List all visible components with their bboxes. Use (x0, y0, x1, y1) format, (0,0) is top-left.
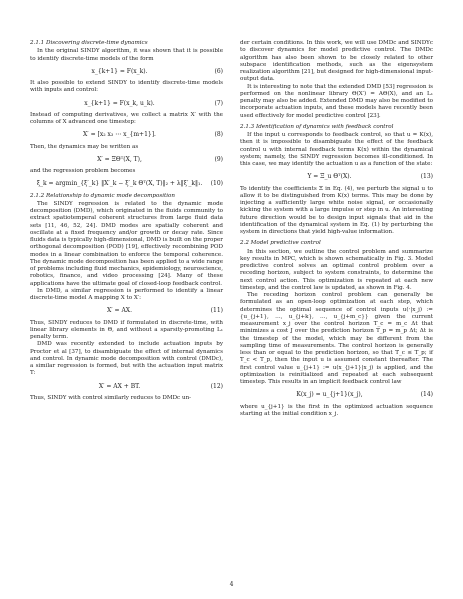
equation (30, 307, 223, 314)
equation-body: ξ_k = argmin_{ξ′_k} ‖X′_k − ξ′_k Θᵀ(X, T)‖₂ + λ‖ξ′_k‖₁. (36, 180, 203, 188)
equation-body: x_{k+1} = F(x_k). (91, 67, 148, 75)
equation-number: (14) (420, 391, 433, 399)
paragraph: Then, the dynamics may be written as (30, 143, 139, 150)
paragraph: If the input u corresponds to feedback control, so that u = K(x), then it is impossible to disambiguate the effect of the feedback control u with internal feedback terms K(x) within the dynamical system; namely, the SINDY regression becomes ill-conditioned. In this case, we may identify the actuation u as a function of the state: (240, 132, 433, 167)
subsection-heading: 2.1.1 Discovering discrete-time dynamics (30, 40, 148, 46)
equation-number: (10) (210, 180, 223, 188)
subsection-heading: 2.1.2 Relationship to dynamic mode decomposition (30, 192, 176, 199)
equation (30, 100, 223, 107)
equation-number: (6) (214, 67, 223, 75)
paragraph: Instead of computing derivatives, we collect a matrix X′ with the columns of X advanced one timestep: (30, 111, 223, 125)
paragraph: The SINDY regression is related to the dynamic mode decomposition (DMD), which originated in the fluids community to extract spatiotemperal coherent structures from large fluid data sets [11, 46, 52, 24]. DMD modes are spatially coherent and oscillate at a fixed frequency and/or growth or decay rate. Since fluids data is typically high-dimensional, DMD is built on the proper orthogonal decomposition (POD) [19], effectively recombining POD modes in a linear combination to enforce the temporal coherence. The dynamic mode decomposition has been applied to a wide range of problems including fluid mechanics, epidemiology, neuroscience, robotics, finance, and video processing [24]. Many of these applications have the ultimate goal of closed-loop feedback control. (30, 200, 223, 287)
equation-body: K(x_j) = u_{j+1}(x_j), (296, 391, 363, 399)
paragraph: Thus, SINDY with control similarly reduces to DMDc un- (30, 394, 192, 401)
equation (30, 180, 223, 187)
paragraph: where u_{j+1} is the first in the optimized actuation sequence starting at the initial condition x_j. (240, 403, 433, 417)
equation (240, 173, 433, 180)
equation (240, 391, 433, 398)
left-column (30, 40, 223, 402)
equation-body: X′ = ΞΘᵀ(X, T), (97, 155, 142, 163)
equation (30, 383, 223, 390)
paragraph: der certain conditions. In this work, we will use DMDc and SINDYc to discover dynamics for model predictive control. The DMDc algorithm has also been shown to be closely related to other subspace identification methods, such as the eigensystem realization algorithm [21], but designed for high-dimensional input-output data. (240, 40, 433, 83)
subsection-heading: 2.1.3 Identification of dynamics with feedback control (240, 123, 394, 130)
equation-number: (13) (420, 173, 433, 181)
paragraph: DMD was recently extended to include actuation inputs by Proctor et al [37], to disambiguate the effect of internal dynamics and control. In dynamic mode decomposition with control (DMDc), a similar regression is formed, but with the actuation input matrix T: (30, 341, 223, 377)
subsection-heading: 2.2 Model predictive control (240, 240, 321, 247)
equation-body: Υ = Ξ_u Θᵀ(X). (307, 173, 352, 181)
equation (30, 156, 223, 163)
paragraph: It is interesting to note that the extended DMD [53] regression is performed on the nonlinear library Θ(X′) = AΘ(X), and an L₁ penalty may also be added. Extended DMD may also be modified to incorporate actuation inputs, and these models have recently been used effectively for model predictive control [23]. (240, 83, 433, 119)
paragraph: To identify the coefficients Ξ in Eq. (4), we perturb the signal u to allow it to be distinguished from K(x) terms. This may be done by injecting a sufficiently large white noise signal, or occasionally kicking the system with a large impulse or step in u. An interesting future direction would be to design input signals that aid in the identification of the dynamical system in Eq. (1) by perturbing the system in directions that yield high-value information. (240, 185, 433, 235)
paragraph: It also possible to extend SINDY to identify discrete-time models with inputs and control: (30, 80, 223, 94)
equation-body: X′ = AX + BT. (98, 382, 141, 390)
paragraph: In this section, we outline the control problem and summarize key results in MPC, which is shown schematically in Fig. 3. Model predictive control solves an optimal control problem over a receding horizon, subject to system constraints, to determine the next control action. This optimization is repeated at each new timestep, and the control law is updated, as shown in Fig. 4. (240, 248, 433, 291)
equation-number: (8) (214, 131, 223, 139)
equation-body: X′ = [x₂ x₃ ⋯ x_{m+1}]. (83, 131, 156, 139)
paragraph: Thus, SINDY reduces to DMD if formulated in discrete-time, with linear library elements in Θ, and without a sparsity-promoting L₁ penalty term. (30, 319, 223, 340)
equation-number: (11) (210, 307, 223, 315)
paragraph: In the original SINDY algorithm, it was shown that it is possible to identify discrete-time models of the form (30, 48, 223, 62)
equation-number: (9) (214, 155, 223, 163)
equation-number: (12) (210, 382, 223, 390)
paragraph: In DMD, a similar regression is performed to identify a linear discrete-time model A mapping X to X′: (30, 287, 223, 301)
paragraph: The receding horizon control problem can generally be formulated as an open-loop optimization at each step, which determines the optimal sequence of control inputs u(·|x_j) := {u_{j+1}, …, u_{j+k}, …, u_{j+m_c}} given the current measurement x_j over the control horizon T_c = m_c Δt that minimizes a cost J over the prediction horizon T_p = m_p Δt; Δt is the timestep of the model, which may be different from the sampling time of measurements. The control horizon is generally less than or equal to the prediction horizon, so that T_c ≤ T_p; if T_c < T_p, then the input u is assumed constant thereafter. The first control value u_{j+1} := u(x_{j+1}|x_j) is applied, and the optimization is reinitialized and repeated at each subsequent timestep. This results in an implicit feedback control law (240, 292, 433, 385)
equation-body: X′ = AX. (107, 307, 132, 315)
paragraph: and the regression problem becomes (30, 168, 136, 174)
equation (30, 68, 223, 75)
equation-body: x_{k+1} = F(x_k, u_k). (84, 99, 155, 107)
page-number: 4 (229, 581, 234, 588)
right-column (240, 40, 433, 418)
equation (30, 131, 223, 138)
equation-number: (7) (214, 99, 223, 107)
